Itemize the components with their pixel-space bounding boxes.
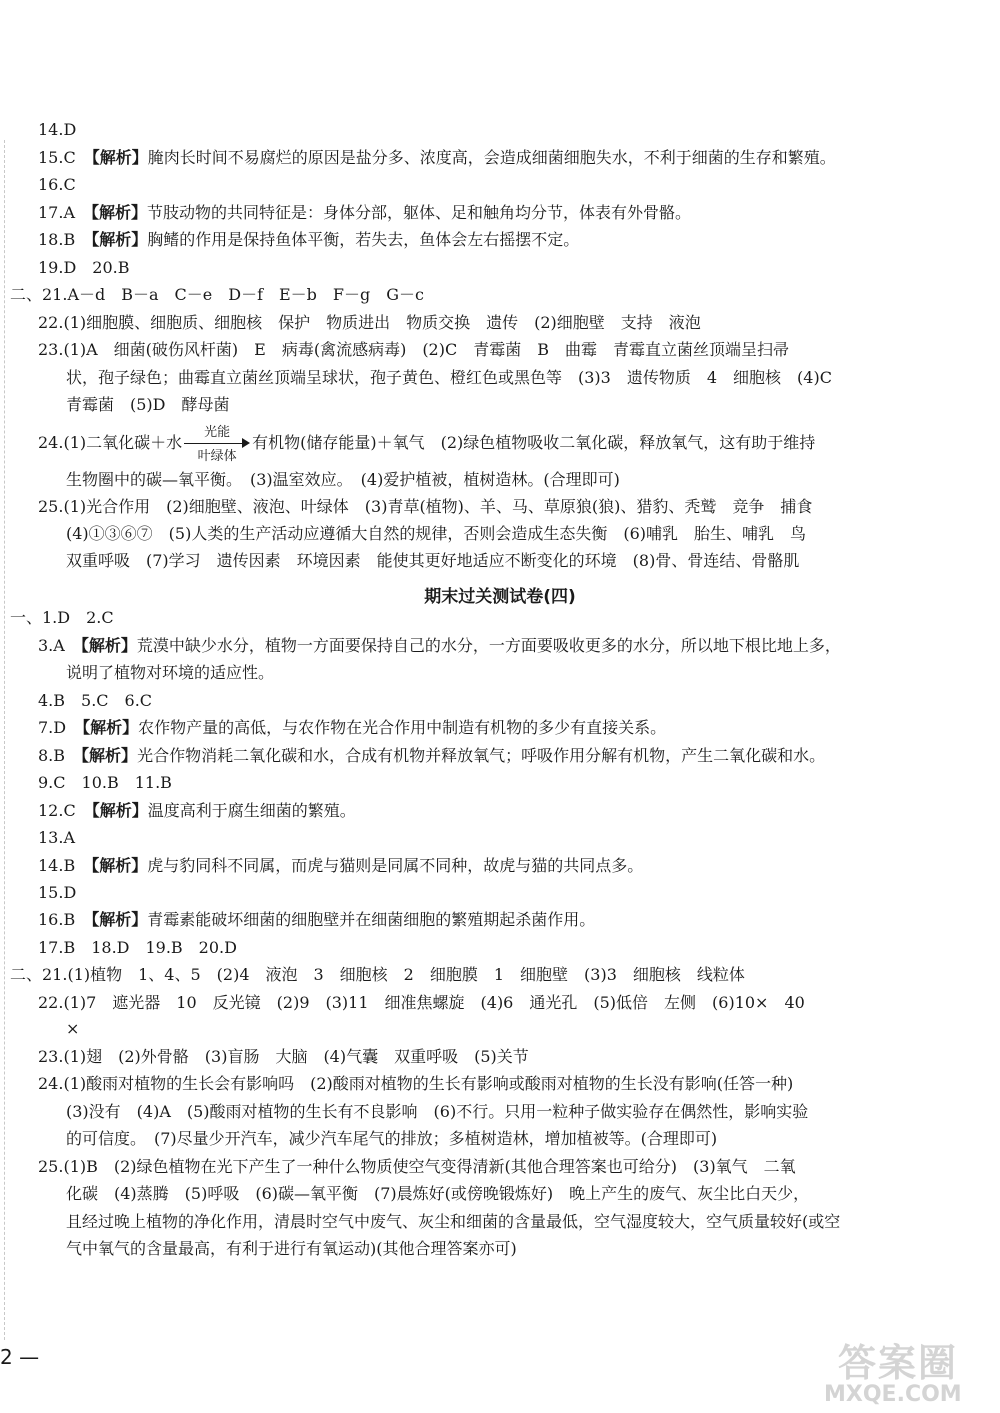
answer-line: 二、21.(1)植物 1、4、5 (2)4 液泡 3 细胞核 2 细胞膜 1 细胞壁 (3)3 细胞核 线粒体 bbox=[10, 965, 745, 984]
answer-line: 24.(1)二氧化碳＋水 光能 叶绿体 有机物(储存能量)＋氧气 (2)绿色植物吸收二氧化碳，释放氧气，这有助于维持 bbox=[38, 433, 968, 454]
analysis-tag: 【解析】 bbox=[91, 230, 148, 249]
answer-line: 9.C 10.B 11.B bbox=[38, 773, 172, 792]
answer-line: 8.B 【解析】光合作物消耗二氧化碳和水，合成有机物并释放氧气；呼吸作用分解有机物，产生二氧化碳和水。 bbox=[38, 746, 826, 765]
answer-line: 生物圈中的碳—氧平衡。 (3)温室效应。 (4)爱护植被，植树造林。(合理即可) bbox=[66, 470, 620, 489]
answer-line: 青霉菌 (5)D 酵母菌 bbox=[66, 395, 230, 414]
watermark-logo bbox=[818, 1332, 998, 1410]
answer-line: (3)没有 (4)A (5)酸雨对植物的生长有不良影响 (6)不行。只用一粒种子做实验存在偶然性，影响实验 bbox=[66, 1102, 809, 1121]
reaction-arrow bbox=[184, 424, 250, 464]
answer-line: 12.C 【解析】温度高利于腐生细菌的繁殖。 bbox=[38, 801, 356, 820]
page-number: 2 — bbox=[0, 1345, 40, 1369]
section-title: 期末过关测试卷(四) bbox=[424, 587, 576, 607]
watermark-url: MXQE.COM bbox=[824, 1382, 962, 1407]
answer-line: 13.A bbox=[38, 828, 75, 847]
answer-line: 4.B 5.C 6.C bbox=[38, 691, 153, 710]
analysis-tag: 【解析】 bbox=[81, 746, 138, 765]
analysis-tag: 【解析】 bbox=[91, 203, 148, 222]
answer-line: × bbox=[66, 1019, 80, 1038]
answer-line: 25.(1)光合作用 (2)细胞壁、液泡、叶绿体 (3)青草(植物)、羊、马、草原狼(狼)、猎豹、秃鹫 竞争 捕食 bbox=[38, 497, 813, 516]
binding-margin-line bbox=[4, 140, 6, 1340]
answer-line: 3.A 【解析】荒漠中缺少水分，植物一方面要保持自己的水分，一方面要吸收更多的水分，所以地下根比地上多， bbox=[38, 636, 841, 655]
answer-line: 7.D 【解析】农作物产量的高低，与农作物在光合作用中制造有机物的多少有直接关系。 bbox=[38, 718, 667, 737]
answer-line: 22.(1)细胞膜、细胞质、细胞核 保护 物质进出 物质交换 遗传 (2)细胞壁 支持 液泡 bbox=[38, 313, 701, 332]
answer-line: 23.(1)翅 (2)外骨骼 (3)盲肠 大脑 (4)气囊 双重呼吸 (5)关节 bbox=[38, 1047, 529, 1066]
answer-line: 双重呼吸 (7)学习 遗传因素 环境因素 能使其更好地适应不断变化的环境 (8)骨、骨连结、骨骼肌 bbox=[66, 551, 800, 570]
arrow-condition-chloroplast: 叶绿体 bbox=[197, 448, 237, 464]
answer-line: 15.C 【解析】腌肉长时间不易腐烂的原因是盐分多、浓度高，会造成细菌细胞失水，不利于细菌的生存和繁殖。 bbox=[38, 148, 836, 167]
answer-line: 化碳 (4)蒸腾 (5)呼吸 (6)碳—氧平衡 (7)晨炼好(或傍晚锻炼好) 晚上产生的废气、灰尘比白天少， bbox=[66, 1184, 810, 1203]
analysis-tag: 【解析】 bbox=[82, 718, 139, 737]
arrow-condition-light: 光能 bbox=[204, 424, 231, 440]
answer-line: 16.B 【解析】青霉素能破坏细菌的细胞壁并在细菌细胞的繁殖期起杀菌作用。 bbox=[38, 910, 596, 929]
answer-line: 15.D bbox=[38, 883, 77, 902]
answer-line: 18.B 【解析】胸鳍的作用是保持鱼体平衡，若失去，鱼体会左右摇摆不定。 bbox=[38, 230, 580, 249]
answer-line: 说明了植物对环境的适应性。 bbox=[66, 663, 275, 682]
analysis-tag: 【解析】 bbox=[91, 856, 148, 875]
answer-line: 的可信度。 (7)尽量少开汽车，减少汽车尾气的排放；多植树造林，增加植被等。(合理即可) bbox=[66, 1129, 718, 1148]
answer-line: 23.(1)A 细菌(破伤风杆菌) E 病毒(禽流感病毒) (2)C 青霉菌 B 曲霉 青霉直立菌丝顶端呈扫帚 bbox=[38, 340, 789, 359]
watermark-text: 答案圈 bbox=[838, 1341, 959, 1385]
answer-line: 19.D 20.B bbox=[38, 258, 130, 277]
answer-line: 14.D bbox=[38, 120, 77, 139]
answer-line: 且经过晚上植物的净化作用，清晨时空气中废气、灰尘和细菌的含量最低，空气湿度较大，空气质量较好(或空 bbox=[66, 1212, 841, 1231]
answer-line: 22.(1)7 遮光器 10 反光镜 (2)9 (3)11 细准焦螺旋 (4)6 通光孔 (5)低倍 左侧 (6)10× 40 bbox=[38, 993, 805, 1012]
analysis-tag: 【解析】 bbox=[91, 910, 148, 929]
answer-line: (4)①③⑥⑦ (5)人类的生产活动应遵循大自然的规律，否则会造成生态失衡 (6)哺乳 胎生、哺乳 鸟 bbox=[66, 524, 806, 543]
answer-line: 24.(1)酸雨对植物的生长会有影响吗 (2)酸雨对植物的生长有影响或酸雨对植物的生长没有影响(任答一种) bbox=[38, 1074, 794, 1093]
answer-line: 25.(1)B (2)绿色植物在光下产生了一种什么物质使空气变得清新(其他合理答案也可给分) (3)氧气 二氧 bbox=[38, 1157, 796, 1176]
analysis-tag: 【解析】 bbox=[91, 148, 148, 167]
answer-line: 17.B 18.D 19.B 20.D bbox=[38, 938, 237, 957]
answer-line: 14.B 【解析】虎与豹同科不同属，而虎与猫则是同属不同种，故虎与猫的共同点多。 bbox=[38, 856, 644, 875]
answer-line: 二、21.A－d B－a C－e D－f E－b F－g G－c bbox=[10, 285, 425, 304]
analysis-tag: 【解析】 bbox=[91, 801, 148, 820]
answer-line: 一、1.D 2.C bbox=[10, 608, 114, 627]
analysis-tag: 【解析】 bbox=[80, 636, 137, 655]
answer-line: 气中氧气的含量最高，有利于进行有氧运动)(其他合理答案亦可) bbox=[66, 1239, 517, 1258]
answer-line: 状，孢子绿色；曲霉直立菌丝顶端呈球状，孢子黄色、橙红色或黑色等 (3)3 遗传物质 4 细胞核 (4)C bbox=[66, 368, 832, 387]
answer-line: 16.C bbox=[38, 175, 76, 194]
answer-line: 17.A 【解析】节肢动物的共同特征是：身体分部，躯体、足和触角均分节，体表有外骨骼。 bbox=[38, 203, 692, 222]
